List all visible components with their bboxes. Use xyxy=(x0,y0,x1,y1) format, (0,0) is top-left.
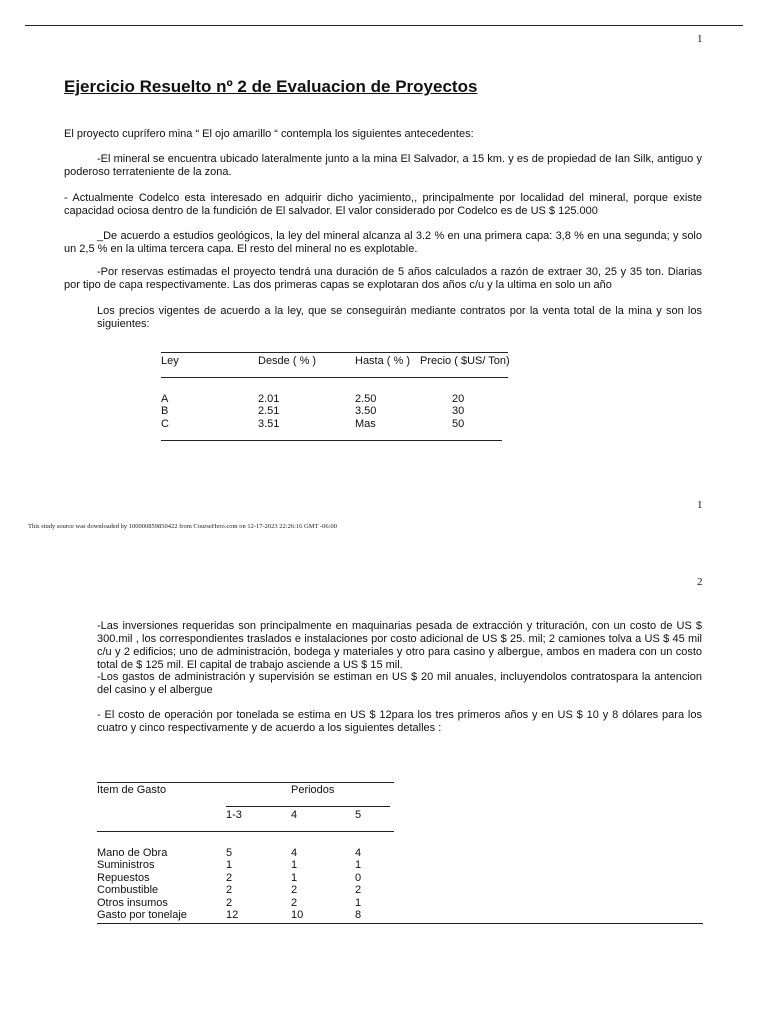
cost-table-cell: Repuestos xyxy=(97,872,150,884)
price-table-cell: Mas xyxy=(355,418,376,430)
cost-table-cell: Otros insumos xyxy=(97,897,168,909)
cost-table-cell: 2 xyxy=(226,884,233,896)
price-table-top-rule xyxy=(161,352,508,353)
cost-table-cell: 2 xyxy=(355,884,362,896)
cost-table-cell: 1 xyxy=(355,897,362,909)
price-table-header-ley: Ley xyxy=(161,355,179,367)
cost-table-cell: 2 xyxy=(291,897,298,909)
paragraph-investments: -Las inversiones requeridas son principalmente en maquinarias pesada de extracción y trituración, con un costo de US $ 300.mil , los correspondientes traslados e instalaciones por costo adicional de US $ 25. mil; 2 camiones tolva a US $ 45 mil c/u y 2 edificios; uno de administración, bodega y materiales y otro para casino y albergue, ambos en madera con un costo total de $ 125 mil. El capital de trabajo asciende a US $ 15 mil. xyxy=(97,620,702,671)
price-table-cell: B xyxy=(161,405,169,417)
paragraph-prices: Los precios vigentes de acuerdo a la ley, que se conseguirán mediante contratos por la venta total de la mina y son los siguientes: xyxy=(97,305,702,330)
price-table-cell: 2.50 xyxy=(355,393,377,405)
cost-table-cell: 2 xyxy=(226,897,233,909)
cost-table-cell: 1 xyxy=(355,859,362,871)
cost-table-cell: Gasto por tonelaje xyxy=(97,909,187,921)
cost-table-cell: 1 xyxy=(226,859,233,871)
paragraph-geology: _De acuerdo a estudios geológicos, la ley del mineral alcanza al 3.2 % en una primera capa: 3,8 % en una segunda; y solo un 2,5 % en la ultima tercera capa. El resto del mineral no es explotable. xyxy=(64,230,702,255)
cost-table-cell: 0 xyxy=(355,872,362,884)
cost-table-cell: 1 xyxy=(291,859,298,871)
price-table-cell: 30 xyxy=(452,405,465,417)
cost-table-cell: 2 xyxy=(291,884,298,896)
cost-table-cell: Combustible xyxy=(97,884,159,896)
page-top-rule xyxy=(25,25,743,26)
price-table-header-hasta: Hasta ( % ) xyxy=(355,355,411,367)
price-table-cell: 50 xyxy=(452,418,465,430)
document-title: Ejercicio Resuelto nº 2 de Evaluacion de Proyectos xyxy=(64,77,478,96)
paragraph-location: -El mineral se encuentra ubicado lateralmente junto a la mina El Salvador, a 15 km. y es de propiedad de Ian Silk, antiguo y poderoso terrateniente de la zona. xyxy=(64,153,702,178)
paragraph-operation-costs: - El costo de operación por tonelada se estima en US $ 12para los tres primeros años y en US $ 10 y 8 dólares para los cuatro y cinco respectivamente y de acuerdo a los siguientes detalles : xyxy=(97,709,702,734)
cost-table-cell: 10 xyxy=(291,909,304,921)
price-table-header-desde: Desde ( % ) xyxy=(258,355,317,367)
price-table-cell: 3.50 xyxy=(355,405,377,417)
price-table-cell: 2.01 xyxy=(258,393,280,405)
paragraph-codelco: - Actualmente Codelco esta interesado en adquirir dicho yacimiento,, principalmente por localidad del mineral, porque existe capacidad ociosa dentro de la fundición de El salvador. El valor considerado por Codelco es de US $ 125.000 xyxy=(64,192,702,217)
cost-table-cell: 8 xyxy=(355,909,362,921)
price-table-cell: 2.51 xyxy=(258,405,280,417)
paragraph-reserves: -Por reservas estimadas el proyecto tendrá una duración de 5 años calculados a razón de extraer 30, 25 y 35 ton. Diarias por tipo de capa respectivamente. Las dos primeras capas se explotaran dos años c/u y la ultima en solo un año xyxy=(64,266,702,291)
price-table-header-rule xyxy=(161,377,508,378)
cost-table-period-label: 5 xyxy=(355,809,362,821)
price-table-bottom-rule xyxy=(161,440,502,441)
page2-number-top: 2 xyxy=(697,576,703,588)
cost-table-period-label: 1-3 xyxy=(226,809,242,821)
cost-table-cell: 1 xyxy=(291,872,298,884)
page-number-top: 1 xyxy=(697,33,703,45)
cost-table-item-header: Item de Gasto xyxy=(97,784,167,796)
price-table-cell: A xyxy=(161,393,169,405)
cost-table-top-rule xyxy=(97,782,394,783)
cost-table-cell: 4 xyxy=(355,847,362,859)
cost-table-cell: 4 xyxy=(291,847,298,859)
cost-table-periods-header: Periodos xyxy=(291,784,335,796)
cost-table-header-rule xyxy=(97,831,394,832)
price-table-cell: 20 xyxy=(452,393,465,405)
download-footer-note: This study source was downloaded by 100000859850422 from CourseHero.com on 12-17-2023 22:26:16 GMT -06:00 xyxy=(28,523,337,530)
cost-table-cell: 2 xyxy=(226,872,233,884)
paragraph-admin-costs: -Los gastos de administración y supervisión se estiman en US $ 20 mil anuales, incluyendolos contratospara la antencion del casino y el albergue xyxy=(97,671,702,696)
price-table-cell: C xyxy=(161,418,169,430)
cost-table-cell: Suministros xyxy=(97,859,155,871)
cost-table-cell: 12 xyxy=(226,909,239,921)
price-table-header-precio: Precio ( $US/ Ton) xyxy=(420,355,510,367)
intro-paragraph: El proyecto cuprífero mina “ El ojo amarillo “ contempla los siguientes antecedentes: xyxy=(64,128,474,140)
cost-table-cell: 5 xyxy=(226,847,233,859)
price-table-cell: 3.51 xyxy=(258,418,280,430)
cost-table-bottom-rule xyxy=(97,923,703,924)
page-number-bottom: 1 xyxy=(697,499,703,511)
cost-table-periods-rule xyxy=(226,806,390,807)
cost-table-cell: Mano de Obra xyxy=(97,847,168,859)
cost-table-period-label: 4 xyxy=(291,809,298,821)
